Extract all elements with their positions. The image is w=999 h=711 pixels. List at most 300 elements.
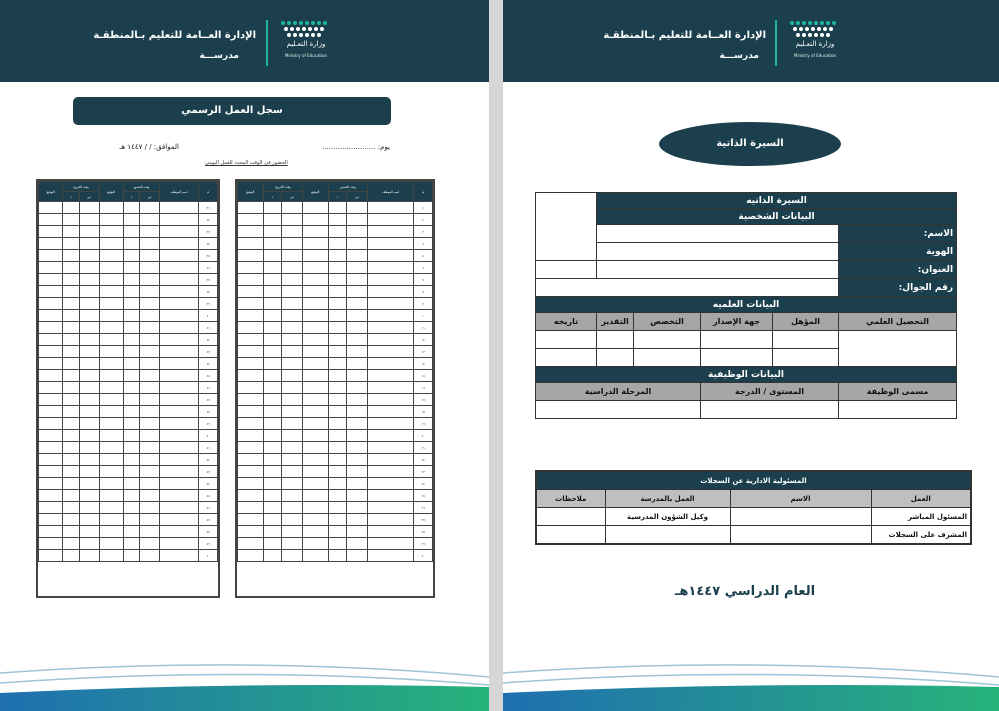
attendance-cell[interactable] (303, 490, 329, 502)
attendance-cell[interactable] (140, 466, 160, 478)
attendance-cell[interactable] (328, 430, 347, 442)
attendance-cell[interactable] (238, 550, 264, 562)
attendance-cell[interactable] (263, 394, 282, 406)
attendance-cell[interactable] (263, 322, 282, 334)
attendance-cell[interactable] (238, 526, 264, 538)
attendance-cell[interactable] (263, 526, 282, 538)
attendance-cell[interactable] (159, 298, 199, 310)
attendance-cell[interactable] (39, 550, 63, 562)
attendance-cell[interactable] (39, 490, 63, 502)
attendance-cell[interactable] (159, 322, 199, 334)
attendance-cell[interactable] (368, 478, 414, 490)
attendance-cell[interactable] (123, 514, 139, 526)
attendance-cell[interactable] (79, 478, 99, 490)
attendance-cell[interactable] (79, 298, 99, 310)
attendance-cell[interactable] (238, 514, 264, 526)
attendance-cell[interactable] (328, 334, 347, 346)
attendance-cell[interactable] (328, 514, 347, 526)
attendance-cell[interactable] (159, 346, 199, 358)
attendance-cell[interactable] (282, 550, 303, 562)
attendance-cell[interactable] (159, 250, 199, 262)
admin-row-school-role[interactable] (605, 526, 730, 545)
attendance-cell[interactable] (303, 514, 329, 526)
attendance-cell[interactable] (63, 298, 79, 310)
attendance-cell[interactable] (39, 394, 63, 406)
attendance-cell[interactable] (39, 454, 63, 466)
attendance-cell[interactable] (79, 274, 99, 286)
attendance-cell[interactable] (347, 358, 368, 370)
attendance-cell[interactable] (159, 526, 199, 538)
attendance-cell[interactable] (263, 502, 282, 514)
attendance-cell[interactable] (347, 250, 368, 262)
attendance-cell[interactable] (99, 250, 123, 262)
attendance-cell[interactable] (328, 346, 347, 358)
attendance-cell[interactable] (123, 550, 139, 562)
attendance-cell[interactable] (99, 550, 123, 562)
attendance-cell[interactable] (39, 274, 63, 286)
attendance-cell[interactable] (368, 286, 414, 298)
attendance-cell[interactable] (159, 502, 199, 514)
attendance-cell[interactable] (238, 286, 264, 298)
attendance-cell[interactable] (238, 334, 264, 346)
cell[interactable] (597, 349, 634, 367)
attendance-cell[interactable] (347, 382, 368, 394)
attendance-cell[interactable] (79, 262, 99, 274)
attendance-cell[interactable] (63, 310, 79, 322)
attendance-cell[interactable] (123, 358, 139, 370)
attendance-cell[interactable] (39, 238, 63, 250)
attendance-cell[interactable] (347, 466, 368, 478)
attendance-cell[interactable] (347, 502, 368, 514)
attendance-cell[interactable] (63, 214, 79, 226)
attendance-cell[interactable] (99, 514, 123, 526)
id-value[interactable] (597, 243, 839, 261)
attendance-cell[interactable] (79, 466, 99, 478)
attendance-cell[interactable] (159, 226, 199, 238)
attendance-cell[interactable] (123, 430, 139, 442)
attendance-cell[interactable] (347, 238, 368, 250)
attendance-cell[interactable] (238, 478, 264, 490)
attendance-cell[interactable] (263, 538, 282, 550)
attendance-cell[interactable] (303, 394, 329, 406)
attendance-cell[interactable] (123, 310, 139, 322)
attendance-cell[interactable] (159, 454, 199, 466)
attendance-cell[interactable] (79, 226, 99, 238)
attendance-cell[interactable] (123, 202, 139, 214)
attendance-cell[interactable] (328, 286, 347, 298)
attendance-cell[interactable] (238, 538, 264, 550)
admin-row-notes[interactable] (536, 526, 605, 545)
attendance-cell[interactable] (368, 238, 414, 250)
attendance-cell[interactable] (123, 538, 139, 550)
attendance-cell[interactable] (303, 418, 329, 430)
attendance-cell[interactable] (347, 490, 368, 502)
attendance-cell[interactable] (63, 430, 79, 442)
attendance-cell[interactable] (39, 346, 63, 358)
attendance-cell[interactable] (99, 406, 123, 418)
attendance-cell[interactable] (140, 418, 160, 430)
attendance-cell[interactable] (238, 310, 264, 322)
attendance-cell[interactable] (263, 550, 282, 562)
attendance-cell[interactable] (282, 478, 303, 490)
attendance-cell[interactable] (99, 238, 123, 250)
attendance-cell[interactable] (39, 370, 63, 382)
attendance-cell[interactable] (368, 430, 414, 442)
attendance-cell[interactable] (123, 214, 139, 226)
attendance-cell[interactable] (368, 202, 414, 214)
attendance-cell[interactable] (99, 382, 123, 394)
attendance-cell[interactable] (263, 286, 282, 298)
attendance-cell[interactable] (238, 466, 264, 478)
attendance-cell[interactable] (368, 406, 414, 418)
attendance-cell[interactable] (368, 250, 414, 262)
attendance-cell[interactable] (79, 250, 99, 262)
attendance-cell[interactable] (328, 298, 347, 310)
attendance-cell[interactable] (39, 382, 63, 394)
attendance-cell[interactable] (328, 406, 347, 418)
attendance-cell[interactable] (328, 214, 347, 226)
attendance-cell[interactable] (303, 454, 329, 466)
attendance-cell[interactable] (99, 502, 123, 514)
cell[interactable] (634, 349, 701, 367)
attendance-cell[interactable] (79, 394, 99, 406)
attendance-cell[interactable] (63, 478, 79, 490)
attendance-cell[interactable] (140, 202, 160, 214)
attendance-cell[interactable] (159, 334, 199, 346)
attendance-cell[interactable] (140, 430, 160, 442)
attendance-cell[interactable] (159, 478, 199, 490)
attendance-cell[interactable] (63, 202, 79, 214)
attendance-cell[interactable] (123, 334, 139, 346)
attendance-cell[interactable] (238, 442, 264, 454)
attendance-cell[interactable] (159, 310, 199, 322)
cell[interactable] (536, 401, 701, 419)
attendance-cell[interactable] (368, 418, 414, 430)
attendance-cell[interactable] (347, 286, 368, 298)
cell[interactable] (839, 401, 957, 419)
attendance-cell[interactable] (368, 514, 414, 526)
attendance-cell[interactable] (282, 418, 303, 430)
attendance-cell[interactable] (347, 214, 368, 226)
attendance-cell[interactable] (159, 382, 199, 394)
attendance-cell[interactable] (159, 418, 199, 430)
attendance-cell[interactable] (39, 406, 63, 418)
attendance-cell[interactable] (159, 274, 199, 286)
attendance-cell[interactable] (263, 226, 282, 238)
attendance-cell[interactable] (303, 322, 329, 334)
attendance-cell[interactable] (99, 214, 123, 226)
attendance-cell[interactable] (159, 466, 199, 478)
attendance-cell[interactable] (263, 478, 282, 490)
attendance-cell[interactable] (63, 538, 79, 550)
attendance-cell[interactable] (99, 478, 123, 490)
attendance-cell[interactable] (99, 334, 123, 346)
attendance-cell[interactable] (368, 262, 414, 274)
attendance-cell[interactable] (368, 502, 414, 514)
attendance-cell[interactable] (328, 490, 347, 502)
attendance-cell[interactable] (328, 250, 347, 262)
attendance-cell[interactable] (99, 226, 123, 238)
cell[interactable] (536, 331, 597, 349)
attendance-cell[interactable] (99, 454, 123, 466)
attendance-cell[interactable] (63, 466, 79, 478)
attendance-cell[interactable] (328, 310, 347, 322)
attendance-cell[interactable] (282, 238, 303, 250)
attendance-cell[interactable] (140, 406, 160, 418)
attendance-cell[interactable] (123, 274, 139, 286)
attendance-cell[interactable] (99, 430, 123, 442)
attendance-cell[interactable] (238, 454, 264, 466)
attendance-cell[interactable] (347, 322, 368, 334)
attendance-cell[interactable] (140, 550, 160, 562)
attendance-cell[interactable] (303, 478, 329, 490)
attendance-cell[interactable] (140, 370, 160, 382)
attendance-cell[interactable] (99, 322, 123, 334)
attendance-cell[interactable] (123, 394, 139, 406)
attendance-cell[interactable] (159, 370, 199, 382)
attendance-cell[interactable] (347, 538, 368, 550)
attendance-cell[interactable] (79, 406, 99, 418)
attendance-cell[interactable] (328, 526, 347, 538)
attendance-cell[interactable] (263, 514, 282, 526)
attendance-cell[interactable] (347, 202, 368, 214)
attendance-cell[interactable] (238, 322, 264, 334)
attendance-cell[interactable] (159, 514, 199, 526)
attendance-cell[interactable] (238, 382, 264, 394)
attendance-cell[interactable] (140, 346, 160, 358)
attendance-cell[interactable] (123, 418, 139, 430)
attendance-cell[interactable] (263, 442, 282, 454)
attendance-cell[interactable] (159, 550, 199, 562)
attendance-cell[interactable] (140, 538, 160, 550)
attendance-cell[interactable] (303, 274, 329, 286)
attendance-cell[interactable] (282, 394, 303, 406)
cell[interactable] (701, 401, 839, 419)
attendance-cell[interactable] (303, 214, 329, 226)
attendance-cell[interactable] (282, 322, 303, 334)
attendance-cell[interactable] (99, 262, 123, 274)
attendance-cell[interactable] (368, 298, 414, 310)
attendance-cell[interactable] (368, 394, 414, 406)
achievement-cell[interactable] (839, 331, 957, 367)
attendance-cell[interactable] (99, 358, 123, 370)
attendance-cell[interactable] (63, 274, 79, 286)
attendance-cell[interactable] (39, 514, 63, 526)
attendance-cell[interactable] (303, 238, 329, 250)
attendance-cell[interactable] (39, 334, 63, 346)
attendance-cell[interactable] (63, 490, 79, 502)
attendance-cell[interactable] (263, 454, 282, 466)
attendance-cell[interactable] (328, 262, 347, 274)
admin-row-name[interactable] (730, 526, 871, 545)
attendance-cell[interactable] (140, 526, 160, 538)
cell[interactable] (536, 349, 597, 367)
attendance-cell[interactable] (140, 442, 160, 454)
attendance-cell[interactable] (140, 502, 160, 514)
attendance-cell[interactable] (39, 430, 63, 442)
attendance-cell[interactable] (347, 406, 368, 418)
attendance-cell[interactable] (347, 310, 368, 322)
attendance-cell[interactable] (368, 322, 414, 334)
attendance-cell[interactable] (159, 214, 199, 226)
attendance-cell[interactable] (282, 250, 303, 262)
attendance-cell[interactable] (99, 526, 123, 538)
attendance-cell[interactable] (39, 226, 63, 238)
attendance-cell[interactable] (238, 238, 264, 250)
attendance-cell[interactable] (99, 346, 123, 358)
attendance-cell[interactable] (368, 346, 414, 358)
attendance-cell[interactable] (123, 490, 139, 502)
attendance-cell[interactable] (303, 286, 329, 298)
attendance-cell[interactable] (303, 310, 329, 322)
attendance-cell[interactable] (39, 442, 63, 454)
attendance-cell[interactable] (263, 250, 282, 262)
attendance-cell[interactable] (123, 370, 139, 382)
attendance-cell[interactable] (140, 250, 160, 262)
attendance-cell[interactable] (99, 298, 123, 310)
attendance-cell[interactable] (368, 358, 414, 370)
attendance-cell[interactable] (328, 274, 347, 286)
attendance-cell[interactable] (39, 298, 63, 310)
cell[interactable] (597, 331, 634, 349)
attendance-cell[interactable] (238, 490, 264, 502)
address-extra[interactable] (536, 261, 597, 279)
attendance-cell[interactable] (79, 538, 99, 550)
attendance-cell[interactable] (140, 262, 160, 274)
attendance-cell[interactable] (347, 550, 368, 562)
attendance-cell[interactable] (263, 262, 282, 274)
attendance-cell[interactable] (39, 466, 63, 478)
attendance-cell[interactable] (282, 202, 303, 214)
attendance-cell[interactable] (263, 370, 282, 382)
attendance-cell[interactable] (282, 358, 303, 370)
attendance-cell[interactable] (159, 238, 199, 250)
attendance-cell[interactable] (123, 346, 139, 358)
attendance-cell[interactable] (63, 250, 79, 262)
attendance-cell[interactable] (140, 454, 160, 466)
attendance-cell[interactable] (303, 226, 329, 238)
attendance-cell[interactable] (123, 406, 139, 418)
attendance-cell[interactable] (99, 286, 123, 298)
attendance-cell[interactable] (347, 346, 368, 358)
cell[interactable] (701, 349, 773, 367)
attendance-cell[interactable] (303, 370, 329, 382)
attendance-cell[interactable] (79, 382, 99, 394)
attendance-cell[interactable] (303, 442, 329, 454)
attendance-cell[interactable] (159, 262, 199, 274)
attendance-cell[interactable] (63, 322, 79, 334)
cell[interactable] (773, 331, 839, 349)
attendance-cell[interactable] (328, 238, 347, 250)
attendance-cell[interactable] (39, 202, 63, 214)
attendance-cell[interactable] (328, 478, 347, 490)
attendance-cell[interactable] (368, 538, 414, 550)
cell[interactable] (701, 331, 773, 349)
attendance-cell[interactable] (79, 310, 99, 322)
admin-row-name[interactable] (730, 508, 871, 526)
attendance-cell[interactable] (328, 442, 347, 454)
attendance-cell[interactable] (368, 526, 414, 538)
attendance-cell[interactable] (238, 274, 264, 286)
attendance-cell[interactable] (140, 226, 160, 238)
attendance-cell[interactable] (39, 250, 63, 262)
attendance-cell[interactable] (79, 202, 99, 214)
attendance-cell[interactable] (238, 226, 264, 238)
attendance-cell[interactable] (303, 406, 329, 418)
attendance-cell[interactable] (368, 214, 414, 226)
attendance-cell[interactable] (303, 262, 329, 274)
attendance-cell[interactable] (79, 358, 99, 370)
attendance-cell[interactable] (368, 274, 414, 286)
attendance-cell[interactable] (282, 274, 303, 286)
attendance-cell[interactable] (347, 514, 368, 526)
attendance-cell[interactable] (79, 238, 99, 250)
attendance-cell[interactable] (159, 538, 199, 550)
attendance-cell[interactable] (368, 226, 414, 238)
attendance-cell[interactable] (303, 502, 329, 514)
attendance-cell[interactable] (328, 418, 347, 430)
attendance-cell[interactable] (263, 490, 282, 502)
attendance-cell[interactable] (159, 430, 199, 442)
attendance-cell[interactable] (140, 238, 160, 250)
attendance-cell[interactable] (63, 514, 79, 526)
attendance-cell[interactable] (282, 406, 303, 418)
attendance-cell[interactable] (263, 418, 282, 430)
attendance-cell[interactable] (63, 526, 79, 538)
attendance-cell[interactable] (282, 226, 303, 238)
attendance-cell[interactable] (99, 394, 123, 406)
attendance-cell[interactable] (63, 550, 79, 562)
attendance-cell[interactable] (368, 454, 414, 466)
attendance-cell[interactable] (123, 262, 139, 274)
attendance-cell[interactable] (140, 394, 160, 406)
attendance-cell[interactable] (368, 370, 414, 382)
attendance-cell[interactable] (282, 442, 303, 454)
attendance-cell[interactable] (282, 370, 303, 382)
attendance-cell[interactable] (328, 382, 347, 394)
attendance-cell[interactable] (347, 370, 368, 382)
attendance-cell[interactable] (282, 346, 303, 358)
attendance-cell[interactable] (39, 526, 63, 538)
attendance-cell[interactable] (282, 382, 303, 394)
attendance-cell[interactable] (123, 238, 139, 250)
attendance-cell[interactable] (140, 214, 160, 226)
attendance-cell[interactable] (79, 514, 99, 526)
attendance-cell[interactable] (79, 334, 99, 346)
attendance-cell[interactable] (63, 346, 79, 358)
mobile-value[interactable] (536, 279, 839, 297)
attendance-cell[interactable] (63, 334, 79, 346)
attendance-cell[interactable] (368, 490, 414, 502)
attendance-cell[interactable] (79, 550, 99, 562)
attendance-cell[interactable] (238, 214, 264, 226)
attendance-cell[interactable] (303, 550, 329, 562)
attendance-cell[interactable] (159, 202, 199, 214)
attendance-cell[interactable] (368, 382, 414, 394)
attendance-cell[interactable] (303, 358, 329, 370)
attendance-cell[interactable] (140, 298, 160, 310)
attendance-cell[interactable] (328, 226, 347, 238)
attendance-cell[interactable] (347, 334, 368, 346)
attendance-cell[interactable] (263, 382, 282, 394)
attendance-cell[interactable] (63, 262, 79, 274)
attendance-cell[interactable] (123, 478, 139, 490)
attendance-cell[interactable] (63, 454, 79, 466)
attendance-cell[interactable] (368, 334, 414, 346)
attendance-cell[interactable] (99, 466, 123, 478)
attendance-cell[interactable] (159, 394, 199, 406)
attendance-cell[interactable] (282, 502, 303, 514)
